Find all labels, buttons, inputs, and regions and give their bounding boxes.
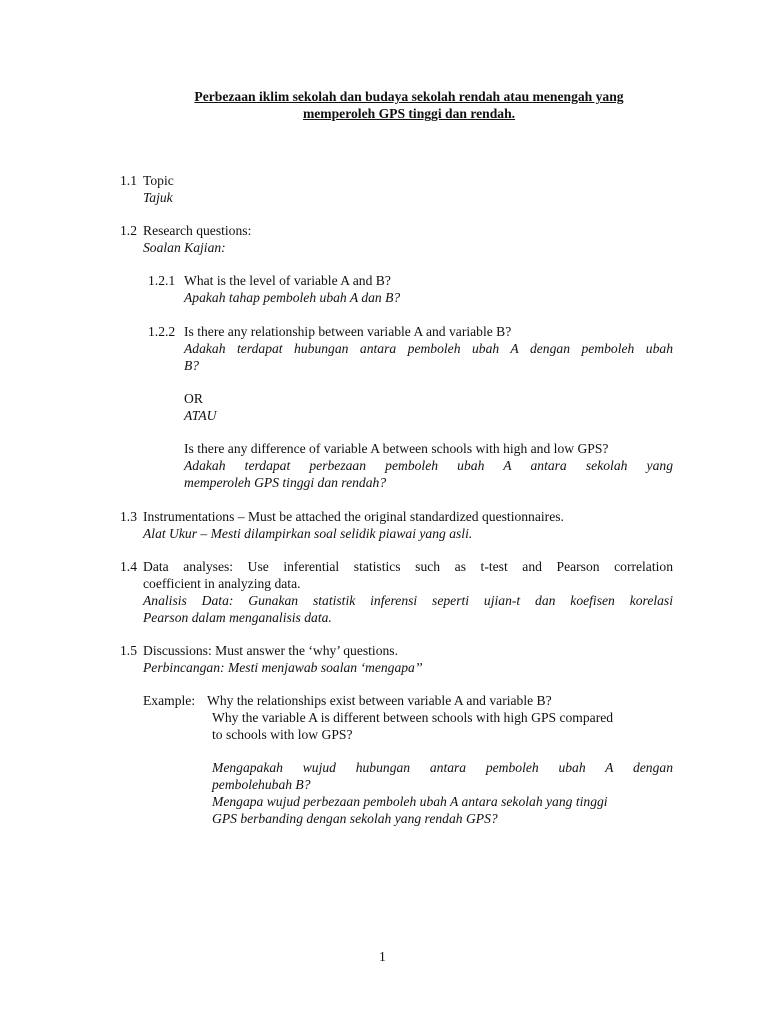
page-number: 1 [379,949,386,964]
section-1-2-number: 1.2 [120,223,137,238]
example-malay-1-line-2: pembolehubah B? [212,777,311,792]
section-1-1-number: 1.1 [120,173,137,188]
section-1-4-number: 1.4 [120,559,137,574]
example-question-2-line-2: to schools with low GPS? [212,727,353,742]
question-1-2-2-alt-text: Is there any difference of variable A between schools with high and low GPS? [184,441,609,456]
document-title-line-1: Perbezaan iklim sekolah dan budaya sekolah rendah atau menengah yang [194,89,624,104]
atau-label: ATAU [184,408,217,423]
question-1-2-2-malay-line-1: Adakah terdapat hubungan antara pemboleh ubah A dengan pemboleh ubah [184,341,673,356]
question-1-2-2-alt-malay-line-1: Adakah terdapat perbezaan pemboleh ubah A antara sekolah yang [184,458,673,473]
section-1-4-line-1: Data analyses: Use inferential statistics such as t-test and Pearson correlation [143,559,673,574]
question-1-2-2-alt-malay-line-2: memperoleh GPS tinggi dan rendah? [184,475,387,490]
example-malay-1-line-1: Mengapakah wujud hubungan antara pemboleh ubah A dengan [212,760,673,775]
example-label: Example: [143,693,196,708]
section-1-3-text: Instrumentations – Must be attached the original standardized questionnaires. [143,509,564,524]
section-1-5-malay: Perbincangan: Mesti menjawab soalan ‘mengapa’’ [143,660,423,675]
question-1-2-2-text: Is there any relationship between variable A and variable B? [184,324,512,339]
section-1-4-line-2: coefficient in analyzing data. [143,576,301,591]
example-malay-2-line-1: Mengapa wujud perbezaan pemboleh ubah A antara sekolah yang tinggi [212,794,608,809]
section-1-1-malay: Tajuk [143,190,173,205]
section-1-2-malay: Soalan Kajian: [143,240,226,255]
question-1-2-1-number: 1.2.1 [148,273,176,288]
example-malay-2-line-2: GPS berbanding dengan sekolah yang rendah GPS? [212,811,498,826]
section-1-5-text: Discussions: Must answer the ‘why’ questions. [143,643,398,658]
section-1-4-malay-line-1: Analisis Data: Gunakan statistik inferensi seperti ujian-t dan koefisen korelasi [143,593,673,608]
section-1-3-malay: Alat Ukur – Mesti dilampirkan soal selidik piawai yang asli. [143,526,473,541]
example-question-2-line-1: Why the variable A is different between schools with high GPS compared [212,710,614,725]
section-1-1-label: Topic [143,173,174,188]
section-1-3-number: 1.3 [120,509,137,524]
document-title-line-2: memperoleh GPS tinggi dan rendah. [302,106,516,121]
question-1-2-1-text: What is the level of variable A and B? [184,273,391,288]
section-1-5-number: 1.5 [120,643,137,658]
question-1-2-2-malay-line-2: B? [184,358,200,373]
question-1-2-2-number: 1.2.2 [148,324,176,339]
section-1-4-malay-line-2: Pearson dalam menganalisis data. [143,610,332,625]
or-label: OR [184,391,203,406]
section-1-2-label: Research questions: [143,223,252,238]
example-question-1: Why the relationships exist between variable A and variable B? [207,693,552,708]
question-1-2-1-malay: Apakah tahap pemboleh ubah A dan B? [184,290,401,305]
